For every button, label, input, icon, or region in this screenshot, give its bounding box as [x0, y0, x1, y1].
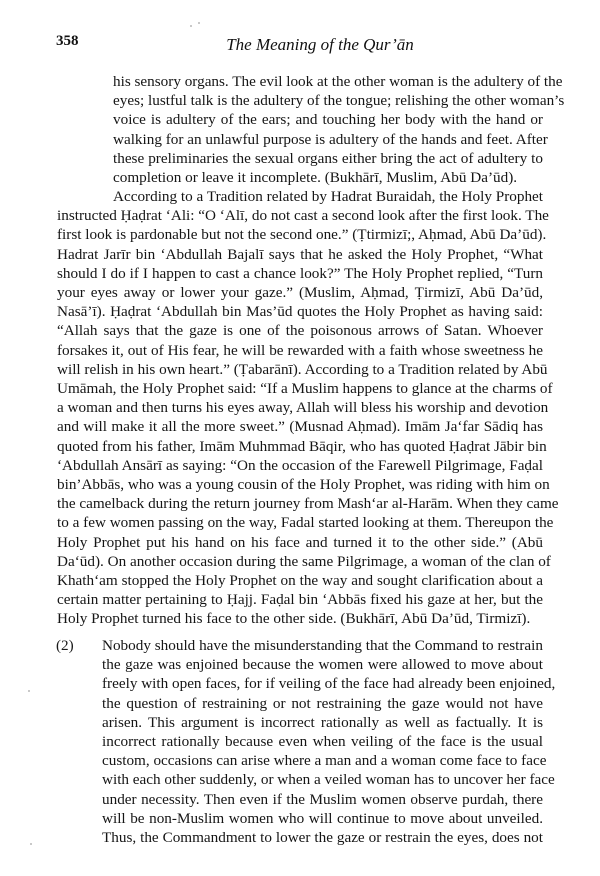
paragraph-1-line: his sensory organs. The evil look at the other woman is the adultery of the	[113, 73, 563, 90]
item-number-label: (2)	[56, 637, 74, 654]
item-2-line: Nobody should have the misunderstanding that the Command to restrain	[102, 637, 543, 654]
scan-speck	[190, 25, 192, 27]
paragraph-2-line: certain matter pertaining to Ḥajj. Faḍal bin ‘Abbās fixed his gaze at her, but the	[57, 591, 543, 609]
paragraph-2-line: Umāmah, the Holy Prophet said: “If a Muslim happens to glance at the charms of	[57, 380, 553, 397]
paragraph-2-line: Hadrat Jarīr bin ‘Abdullah Bajalī says that he asked the Holy Prophet, “What	[57, 245, 543, 263]
paragraph-2-line: your eyes away or lower your gaze.” (Muslim, Aḥmad, Ṭirmizī, Abū Da’ūd,	[57, 284, 543, 301]
paragraph-2-line: will relish in his own heart.” (Ṭabarānī). According to a Tradition related by Abū	[57, 360, 548, 378]
item-2-line: the gaze was enjoined because the women were allowed to move about	[102, 656, 543, 674]
paragraph-2-line: quoted from his father, Imām Muhmmad Bāqir, who has quoted Ḥaḍrat Jābir bin	[57, 437, 547, 455]
scan-speck	[198, 22, 200, 24]
paragraph-2-line: and will make it all the more sweet.” (Musnad Aḥmad). Imām Ja‘far Sādiq has	[57, 418, 543, 436]
paragraph-2-line: a woman and then turns his eyes away, Allah will bless his worship and devotion	[57, 399, 549, 417]
item-2-line: will be non-Muslim women who will continue to move about unveiled.	[102, 809, 543, 827]
paragraph-2-line: ‘Abdullah Ansārī as saying: “On the occasion of the Farewell Pilgrimage, Faḍal	[57, 456, 543, 474]
paragraph-1-line: walking for an unlawful purpose is adultery of the hands and feet. After	[113, 130, 548, 148]
paragraph-2-line: first look is pardonable but not the second one.” (Ṭtirmizī;, Aḥmad, Abū Da’ūd).	[57, 226, 547, 244]
item-2-line: incorrect rationally because even when veiling of the face is the usual	[102, 733, 543, 750]
item-2-line: Thus, the Commandment to lower the gaze or restrain the eyes, does not	[102, 829, 543, 846]
paragraph-2-line: instructed Ḥaḍrat ‘Ali: “O ‘Alī, do not cast a second look after the first look. The	[57, 207, 549, 225]
paragraph-2-line: “Allah says that the gaze is one of the poisonous arrows of Satan. Whoever	[57, 322, 543, 340]
paragraph-2-line: Khath‘am stopped the Holy Prophet on the way and sought clarification about a	[57, 572, 543, 589]
item-2-line: freely with open faces, for if veiling of the face had already been enjoined,	[102, 675, 556, 693]
paragraph-2-line: Holy Prophet turned his face to the other side. (Bukhārī, Abū Da’ūd, Tirmizī).	[57, 610, 531, 628]
paragraph-2-line: the camelback during the return journey from Mash‘ar al-Harām. When they came	[57, 495, 559, 513]
page-number: 358	[56, 33, 79, 49]
paragraph-1-line: eyes; lustful talk is the adultery of the tongue; relishing the other woman’s	[113, 92, 565, 110]
item-2-line: custom, occasions can arise where a man and a woman come face to face	[102, 752, 547, 770]
paragraph-2-line: Holy Prophet put his hand on his face and turned it to the other side.” (Abū	[57, 533, 543, 551]
scan-speck	[28, 690, 30, 692]
running-head: The Meaning of the Qur’ān	[226, 35, 414, 54]
item-2-line: arisen. This argument is incorrect rationally as well as factually. It is	[102, 713, 543, 731]
paragraph-2-line: to a few women passing on the way, Fadal started looking at them. Thereupon the	[57, 514, 554, 532]
paragraph-2-line: bin’Abbās, who was a young cousin of the Holy Prophet, was riding with him on	[57, 476, 550, 493]
paragraph-2-line: Nasā’ī). Ḥaḍrat ‘Abdullah bin Mas’ūd quotes the Holy Prophet as having said:	[57, 303, 543, 321]
paragraph-2-line: According to a Tradition related by Hadrat Buraidah, the Holy Prophet	[113, 188, 543, 205]
paragraph-2-line: should I do if I happen to cast a chance look?” The Holy Prophet replied, “Turn	[57, 264, 543, 282]
paragraph-2-line: Da‘ūd). On another occasion during the same Pilgrimage, a woman of the clan of	[57, 552, 551, 570]
item-2-line: under necessity. Then even if the Muslim women observe purdah, there	[102, 790, 543, 808]
paragraph-1-line: voice is adultery of the ears; and touching her body with the hand or	[113, 111, 543, 129]
item-2-line: with each other suddenly, or when a veiled woman has to uncover her face	[102, 771, 555, 789]
paragraph-2-line: forsakes it, out of His fear, he will be rewarded with a faith whose sweetness he	[57, 341, 543, 359]
paragraph-1-line: completion or leave it incomplete. (Bukhārī, Muslim, Abū Da’ūd).	[113, 169, 518, 186]
scan-speck	[30, 843, 32, 845]
item-2-line: the question of restraining or not restraining the gaze would not have	[102, 694, 543, 712]
paragraph-1-line: these preliminaries the sexual organs either bring the act of adultery to	[113, 149, 543, 167]
